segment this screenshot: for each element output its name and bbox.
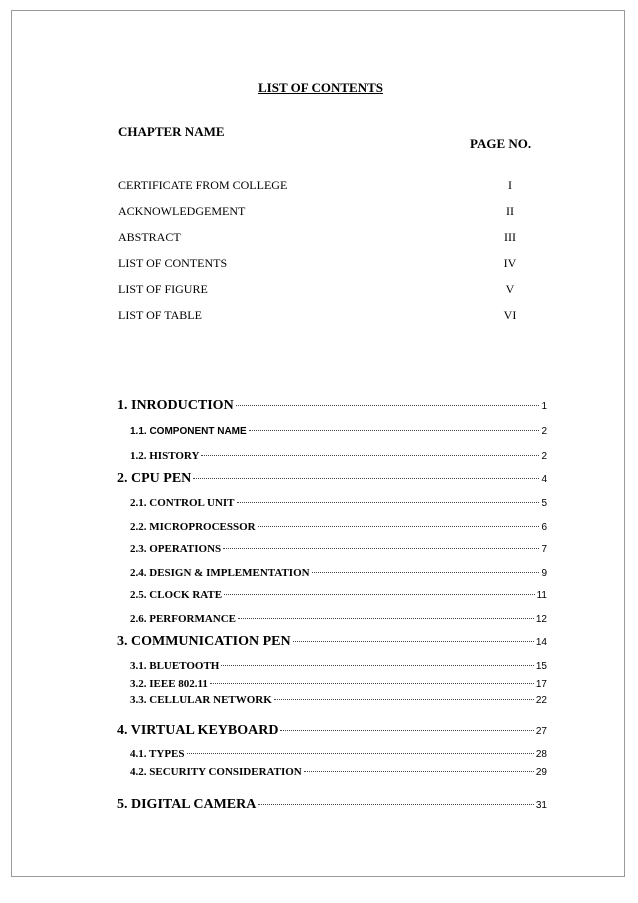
dot-leader [274, 699, 534, 700]
dot-leader [187, 753, 534, 754]
entry-label: 4.2. SECURITY CONSIDERATION [130, 766, 302, 778]
chapter-entry [117, 723, 547, 739]
page-title: LIST OF CONTENTS [258, 80, 383, 95]
entry-page-number: 9 [541, 568, 547, 579]
entry-page-number: 17 [535, 679, 547, 690]
section-entry [130, 567, 547, 579]
entry-label: 2.2. MICROPROCESSOR [130, 521, 256, 533]
dot-leader [224, 594, 535, 595]
entry-page-number: 6 [541, 522, 547, 533]
front-matter-page: III [504, 230, 516, 244]
chapter-entry [117, 797, 547, 813]
entry-page-number: 4 [541, 474, 547, 485]
entry-page-number: 28 [535, 749, 547, 760]
dot-leader [312, 572, 540, 573]
entry-page-number: 15 [535, 661, 547, 672]
section-entry [130, 521, 547, 533]
entry-label: 2.1. CONTROL UNIT [130, 497, 235, 509]
front-matter-label: LIST OF FIGURE [118, 282, 208, 296]
entry-page-number: 29 [535, 767, 547, 778]
section-entry [130, 497, 547, 509]
chapter-entry [117, 398, 547, 414]
front-matter-page: V [505, 282, 515, 296]
front-matter-label: LIST OF TABLE [118, 308, 202, 322]
entry-label: 5. DIGITAL CAMERA [117, 797, 257, 812]
entry-page-number: 27 [535, 726, 547, 737]
section-entry [130, 678, 547, 690]
chapter-entry [117, 634, 547, 650]
entry-label: 2.5. CLOCK RATE [130, 589, 223, 601]
front-matter-label: CERTIFICATE FROM COLLEGE [118, 178, 288, 192]
dot-leader [304, 771, 534, 772]
front-matter-page: I [508, 178, 512, 192]
front-matter-page: IV [503, 256, 517, 270]
entry-page-number: 2 [541, 451, 547, 462]
dot-leader [258, 526, 540, 527]
entry-page-number: 22 [535, 695, 547, 706]
section-entry [130, 694, 547, 706]
entry-label: 4.1. TYPES [130, 748, 185, 760]
entry-label: 2.4. DESIGN & IMPLEMENTATION [130, 567, 310, 579]
section-entry [130, 426, 547, 437]
entry-label: 3.1. BLUETOOTH [130, 660, 220, 672]
dot-leader [293, 641, 534, 642]
entry-label: 4. VIRTUAL KEYBOARD [117, 723, 279, 738]
entry-page-number: 12 [535, 614, 547, 625]
section-entry [130, 543, 547, 555]
dot-leader [210, 683, 534, 684]
dot-leader [221, 665, 534, 666]
entry-label: 2.3. OPERATIONS [130, 543, 222, 555]
dot-leader [249, 430, 540, 431]
entry-page-number: 31 [535, 800, 547, 811]
entry-label: 1.2. HISTORY [130, 450, 200, 462]
section-entry [130, 748, 547, 760]
front-matter-label: ABSTRACT [118, 230, 181, 244]
entry-label: 3.3. CELLULAR NETWORK [130, 694, 272, 706]
dot-leader [193, 478, 539, 479]
entry-page-number: 14 [535, 637, 547, 648]
dot-leader [258, 804, 534, 805]
section-entry [130, 660, 547, 672]
front-matter-label: LIST OF CONTENTS [118, 256, 228, 270]
section-entry [130, 766, 547, 778]
dot-leader [238, 618, 534, 619]
dot-leader [280, 730, 533, 731]
entry-page-number: 2 [541, 426, 547, 437]
dot-leader [236, 405, 540, 406]
chapter-name-header: CHAPTER NAME [118, 124, 225, 139]
section-entry [130, 450, 547, 462]
entry-label: 1. INRODUCTION [117, 398, 234, 413]
entry-label: 3. COMMUNICATION PEN [117, 634, 291, 649]
entry-label: 1.1. COMPONENT NAME [130, 426, 247, 437]
section-entry [130, 589, 547, 601]
dot-leader [201, 455, 539, 456]
section-entry [130, 613, 547, 625]
chapter-entry [117, 471, 547, 487]
page-no-header: PAGE NO. [470, 136, 532, 151]
front-matter-page: II [506, 204, 514, 218]
entry-label: 2. CPU PEN [117, 471, 192, 486]
front-matter-page: VI [503, 308, 517, 322]
entry-page-number: 5 [541, 498, 547, 509]
dot-leader [237, 502, 540, 503]
entry-label: 2.6. PERFORMANCE [130, 613, 237, 625]
dot-leader [223, 548, 539, 549]
page-border [11, 10, 625, 877]
entry-page-number: 7 [541, 544, 547, 555]
front-matter-label: ACKNOWLEDGEMENT [118, 204, 246, 218]
entry-page-number: 1 [541, 401, 547, 412]
entry-label: 3.2. IEEE 802.11 [130, 678, 208, 690]
entry-page-number: 11 [536, 590, 547, 601]
